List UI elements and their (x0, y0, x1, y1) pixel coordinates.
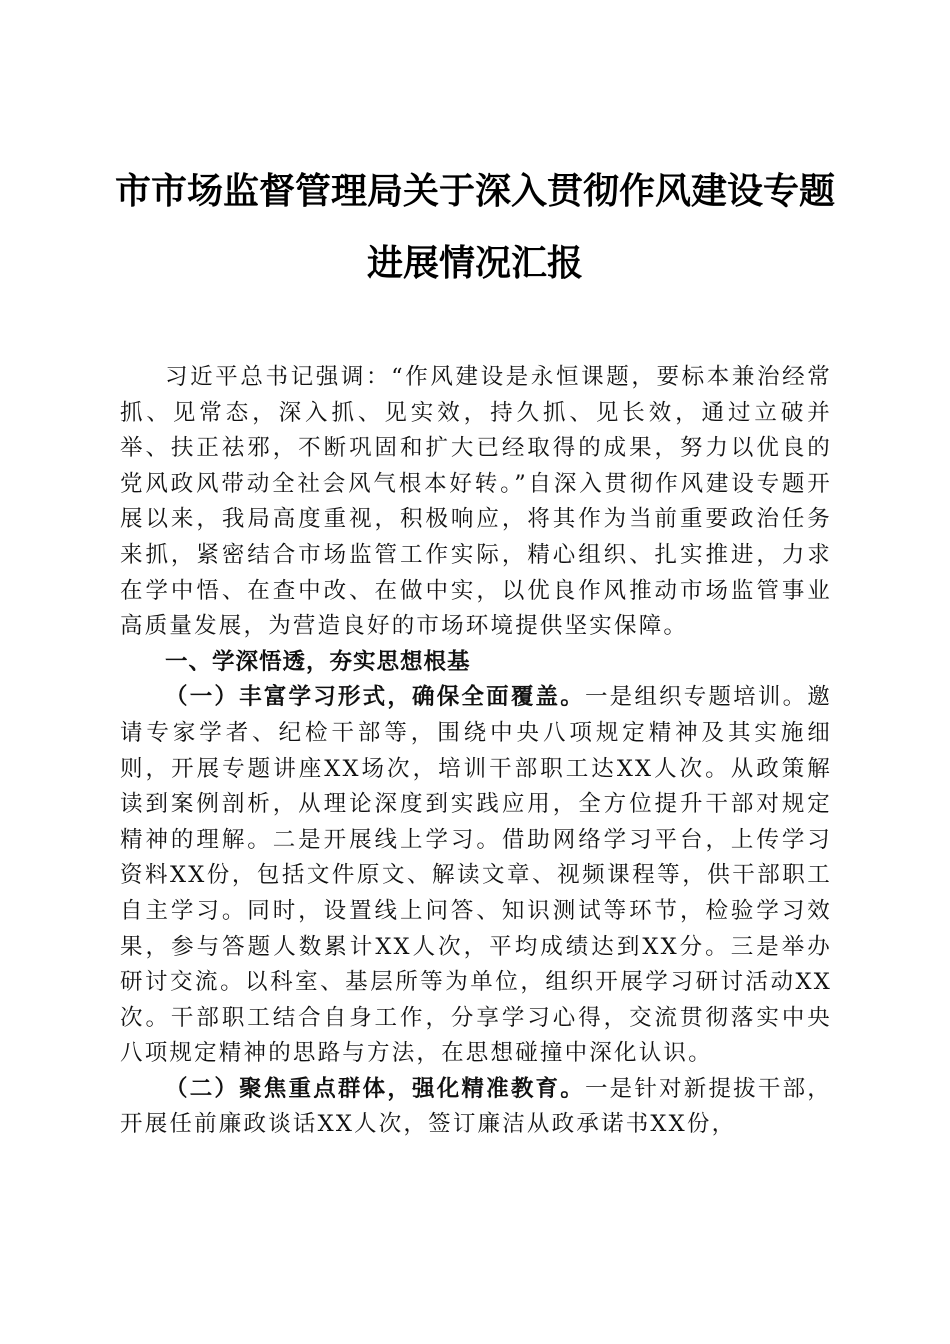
document-title-line-1: 市市场监督管理局关于深入贯彻作风建设专题 (114, 171, 835, 212)
section-1-heading: 一、学深悟透，夯实思想根基 (165, 648, 471, 675)
document-body (120, 360, 832, 1143)
document-title-line-2: 进展情况汇报 (366, 243, 583, 284)
paragraph-1-text: 一是组织专题培训。邀请专家学者、纪检干部等，围绕中央八项规定精神及其实施细则，开展专题讲座XX场次，培训干部职工达XX人次。从政策解读到案例剖析，从理论深度到实践应用，全方位提升干部对规定精神的理解。二是开展线上学习。借助网络学习平台，上传学习资料XX份，包括文件原文、解读文章、视频课程等，供干部职工自主学习。同时，设置线上问答、知识测试等环节，检验学习效果，参与答题人数累计XX人次，平均成绩达到XX分。三是举办研讨交流。以科室、基层所等为单位，组织开展学习研讨活动XX次。干部职工结合自身工作，分享学习心得，交流贯彻落实中央八项规定精神的思路与方法，在思想碰撞中深化认识。 (120, 684, 832, 1067)
paragraph-2-text: 一是针对新提拔干部，开展任前廉政谈话XX人次，签订廉洁从政承诺书XX份， (120, 1075, 832, 1138)
intro-paragraph: 习近平总书记强调：“作风建设是永恒课题，要标本兼治经常抓、见常态，深入抓、见实效，持久抓、见长效，通过立破并举、扶正祛邪，不断巩固和扩大已经取得的成果，努力以优良的党风政风带动全社会风气根本好转。”自深入贯彻作风建设专题开展以来，我局高度重视，积极响应，将其作为当前重要政治任务来抓，紧密结合市场监管工作实际，精心组织、扎实推进，力求在学中悟、在查中改、在做中实，以优良作风推动市场监管事业高质量发展，为营造良好的市场环境提供坚实保障。 (120, 364, 832, 640)
paragraph-1-lead: （一）丰富学习形式，确保全面覆盖。 (165, 684, 585, 711)
section-1-paragraph-2 (120, 1072, 832, 1143)
section-1-paragraph-1 (120, 680, 832, 1072)
paragraph-2-lead: （二）聚焦重点群体，强化精准教育。 (165, 1075, 585, 1102)
